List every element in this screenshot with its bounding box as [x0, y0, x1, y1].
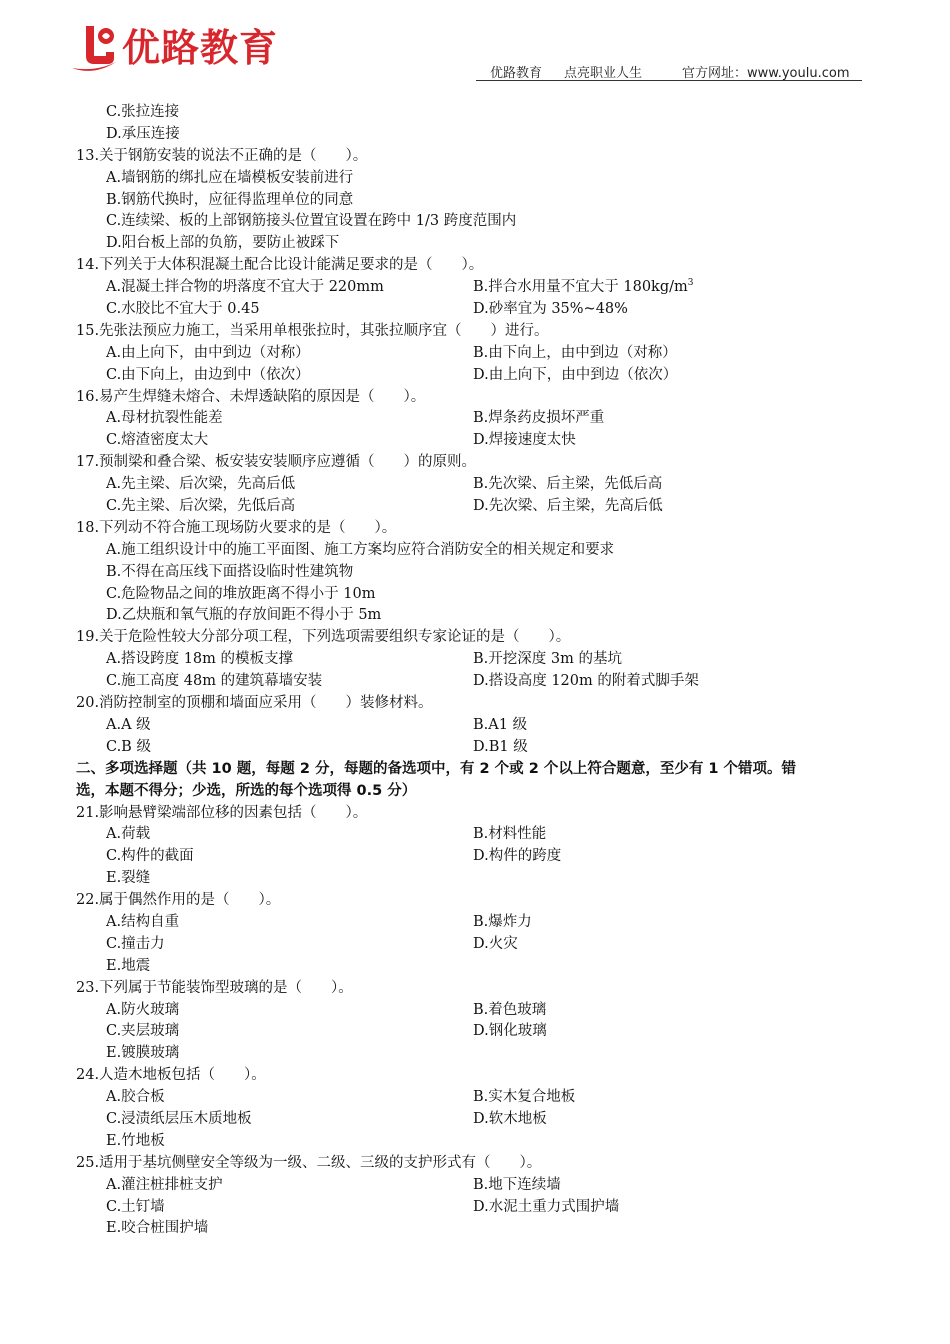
option-text: [473, 737, 528, 759]
option-row: [76, 299, 876, 321]
question-text: 19.关于危险性较大分部分项工程，下列选项需要组织专家论证的是（ ）。: [76, 629, 571, 646]
page-header: [0, 0, 950, 90]
option-text-body: B.实木复合地板: [473, 1089, 576, 1106]
brand-logo: [68, 22, 278, 74]
section-heading-text: 二、多项选择题（共 10 题，每题 2 分，每题的备选项中，有 2 个或 2 个以上符合题意，至少有 1 个错项。错: [76, 760, 797, 777]
option-text: A.先主梁、后次梁，先高后低: [106, 476, 296, 493]
option-row: [76, 343, 876, 365]
option-text-body: B.爆炸力: [473, 913, 532, 930]
option-text-body: D.由上向下，由中到边（依次）: [473, 366, 678, 383]
option-text-body: D.火灾: [473, 935, 518, 952]
option-text-body: D.钢化玻璃: [473, 1023, 547, 1040]
question-stem: [76, 978, 876, 1000]
question-text: 22.属于偶然作用的是（ ）。: [76, 892, 281, 909]
option-row: [76, 1043, 876, 1065]
option-text: E.地震: [106, 957, 151, 974]
option-row: [76, 1087, 876, 1109]
option-text: C.危险物品之间的堆放距离不得小于 10m: [106, 585, 376, 602]
option-text-body: D.焊接速度太快: [473, 432, 576, 449]
superscript: 3: [687, 278, 694, 289]
option-text: [473, 912, 532, 934]
option-text: [473, 474, 662, 496]
brand-name: 优路教育: [122, 26, 279, 70]
option-text: C.张拉连接: [106, 104, 180, 120]
option-text: E.咬合桩围护墙: [106, 1220, 209, 1237]
option-text-body: D.软木地板: [473, 1110, 547, 1127]
option-text: A.结构自重: [106, 913, 180, 930]
option-text: [473, 1087, 575, 1109]
option-row: [76, 846, 876, 868]
question-stem: [76, 146, 876, 168]
question-text: 23.下列属于节能装饰型玻璃的是（ ）。: [76, 979, 353, 996]
option-text: [473, 715, 527, 737]
question-text: 14.下列关于大体积混凝土配合比设计能满足要求的是（ ）。: [76, 257, 484, 274]
option-text-body: D.搭设高度 120m 的附着式脚手架: [473, 673, 699, 690]
option-text: [473, 430, 576, 452]
exam-content: [76, 102, 876, 1240]
option-text: B.不得在高压线下面搭设临时性建筑物: [106, 563, 354, 580]
option-text-body: B.地下连续墙: [473, 1176, 561, 1193]
option-row: [76, 1175, 876, 1197]
option-text: A.施工组织设计中的施工平面图、施工方案均应符合消防安全的相关规定和要求: [106, 541, 615, 558]
option-text: C.熔渣密度太大: [106, 432, 209, 449]
option-row: [76, 1218, 876, 1240]
option-text: C.夹层玻璃: [106, 1023, 180, 1040]
option-row: [76, 1000, 876, 1022]
option-text: C.先主梁、后次梁，先低后高: [106, 498, 296, 515]
option-text: [473, 1000, 546, 1022]
option-text: A.母材抗裂性能差: [106, 410, 223, 427]
option-text: [473, 496, 663, 518]
option-text-body: B.A1 级: [473, 716, 528, 733]
option-row: [76, 1197, 876, 1219]
section-heading: [76, 759, 876, 781]
option-text: [473, 1175, 561, 1197]
option-text-body: B.先次梁、后主梁，先低后高: [473, 476, 663, 493]
option-row: [76, 956, 876, 978]
option-text: D.阳台板上部的负筋，要防止被踩下: [106, 235, 340, 252]
question-text: 18.下列动不符合施工现场防火要求的是（ ）。: [76, 519, 397, 536]
youlu-logo-icon: [68, 22, 120, 74]
option-text: [473, 408, 604, 430]
tagline-brand: 优路教育: [490, 66, 543, 81]
option-row: [76, 168, 876, 190]
question-stem: [76, 452, 876, 474]
option-text: [473, 1197, 619, 1219]
option-row: [76, 649, 876, 671]
option-row: [76, 102, 876, 124]
option-text: A.灌注桩排桩支护: [106, 1176, 223, 1193]
option-text-body: D.构件的跨度: [473, 848, 562, 865]
header-divider: [476, 80, 862, 81]
question-text: 17.预制梁和叠合梁、板安装安装顺序应遵循（ ）的原则。: [76, 454, 477, 471]
option-text: [473, 649, 622, 671]
option-text: C.撞击力: [106, 935, 165, 952]
option-text: A.混凝土拌合物的坍落度不宜大于 220mm: [106, 279, 384, 296]
option-text-body: B.着色玻璃: [473, 1001, 547, 1018]
option-text-body: B.材料性能: [473, 826, 547, 843]
option-text-body: B.焊条药皮损坏严重: [473, 410, 605, 427]
question-stem: [76, 890, 876, 912]
question-stem: [76, 1153, 876, 1175]
option-text: [473, 934, 518, 956]
option-row: [76, 211, 876, 233]
question-text: 20.消防控制室的顶棚和墙面应采用（ ）装修材料。: [76, 695, 433, 712]
option-row: [76, 1021, 876, 1043]
option-text: [473, 365, 677, 387]
option-text: A.A 级: [106, 716, 151, 733]
option-row: [76, 824, 876, 846]
option-text: [473, 1021, 547, 1043]
option-text: C.土钉墙: [106, 1198, 165, 1215]
option-text: C.浸渍纸层压木质地板: [106, 1110, 252, 1127]
option-text-body: B.拌合水用量不宜大于 180kg/m: [473, 279, 688, 296]
header-tagline: [476, 62, 862, 80]
option-text: C.施工高度 48m 的建筑幕墙安装: [106, 673, 323, 690]
option-row: [76, 584, 876, 606]
option-row: [76, 912, 876, 934]
option-text: [473, 671, 699, 693]
question-text: 13.关于钢筋安装的说法不正确的是（ ）。: [76, 147, 368, 164]
option-text-body: D.B1 级: [473, 738, 528, 755]
question-stem: [76, 321, 876, 343]
question-stem: [76, 255, 876, 277]
option-text: C.水胶比不宜大于 0.45: [106, 301, 260, 318]
question-text: 25.适用于基坑侧壁安全等级为一级、二级、三级的支护形式有（ ）。: [76, 1154, 542, 1171]
option-text: A.搭设跨度 18m 的模板支撑: [106, 651, 293, 668]
option-row: [76, 605, 876, 627]
option-row: [76, 430, 876, 452]
option-row: [76, 540, 876, 562]
option-text: [473, 1109, 547, 1131]
question-stem: [76, 627, 876, 649]
option-text: C.B 级: [106, 738, 151, 755]
question-text: 15.先张法预应力施工，当采用单根张拉时，其张拉顺序宜（ ）进行。: [76, 322, 549, 339]
option-text: A.防火玻璃: [106, 1001, 180, 1018]
option-text-body: D.先次梁、后主梁，先高后低: [473, 498, 663, 515]
section-heading: [76, 781, 876, 803]
option-text: D.承压连接: [106, 125, 180, 142]
option-row: [76, 496, 876, 518]
option-text-body: B.开挖深度 3m 的基坑: [473, 651, 622, 668]
option-row: [76, 277, 876, 299]
option-row: [76, 868, 876, 890]
question-stem: [76, 803, 876, 825]
option-text: [473, 299, 628, 321]
option-text: B.钢筋代换时，应征得监理单位的同意: [106, 191, 354, 208]
question-text: 16.易产生焊缝未熔合、未焊透缺陷的原因是（ ）。: [76, 388, 426, 405]
question-stem: [76, 1065, 876, 1087]
tagline-website: 官方网址：www.youlu.com: [682, 66, 850, 81]
option-row: [76, 1109, 876, 1131]
option-text-body: D.砂率宜为 35%~48%: [473, 301, 628, 318]
option-text: E.镀膜玻璃: [106, 1045, 180, 1062]
option-text: A.由上向下，由中到边（对称）: [106, 344, 310, 361]
option-text: D.乙炔瓶和氧气瓶的存放间距不得小于 5m: [106, 607, 382, 624]
option-row: [76, 365, 876, 387]
question-stem: [76, 518, 876, 540]
option-text: C.构件的截面: [106, 848, 194, 865]
option-row: [76, 1131, 876, 1153]
option-text: [473, 846, 561, 868]
option-text-body: D.水泥土重力式围护墙: [473, 1198, 620, 1215]
option-text-body: B.由下向上，由中到边（对称）: [473, 344, 677, 361]
option-text: E.竹地板: [106, 1132, 165, 1149]
question-stem: [76, 693, 876, 715]
question-text: 21.影响悬臂梁端部位移的因素包括（ ）。: [76, 804, 368, 821]
option-row: [76, 737, 876, 759]
option-text: [473, 277, 694, 299]
option-text: C.由下向上，由边到中（依次）: [106, 366, 310, 383]
tagline-slogan: 点亮职业人生: [564, 66, 643, 81]
option-text: C.连续梁、板的上部钢筋接头位置宜设置在跨中 1/3 跨度范围内: [106, 213, 517, 230]
option-row: [76, 562, 876, 584]
question-stem: [76, 387, 876, 409]
option-row: [76, 408, 876, 430]
option-row: [76, 474, 876, 496]
option-text: [473, 343, 677, 365]
option-row: [76, 124, 876, 146]
option-text: A.荷载: [106, 826, 151, 843]
option-row: [76, 190, 876, 212]
option-text: A.墙钢筋的绑扎应在墙模板安装前进行: [106, 169, 354, 186]
option-row: [76, 934, 876, 956]
question-text: 24.人造木地板包括（ ）。: [76, 1067, 266, 1084]
option-text: A.胶合板: [106, 1089, 165, 1106]
section-heading-text: 选，本题不得分；少选，所选的每个选项得 0.5 分）: [76, 782, 417, 799]
option-text: [473, 824, 546, 846]
option-row: [76, 233, 876, 255]
option-text: E.裂缝: [106, 870, 151, 887]
option-row: [76, 671, 876, 693]
option-row: [76, 715, 876, 737]
